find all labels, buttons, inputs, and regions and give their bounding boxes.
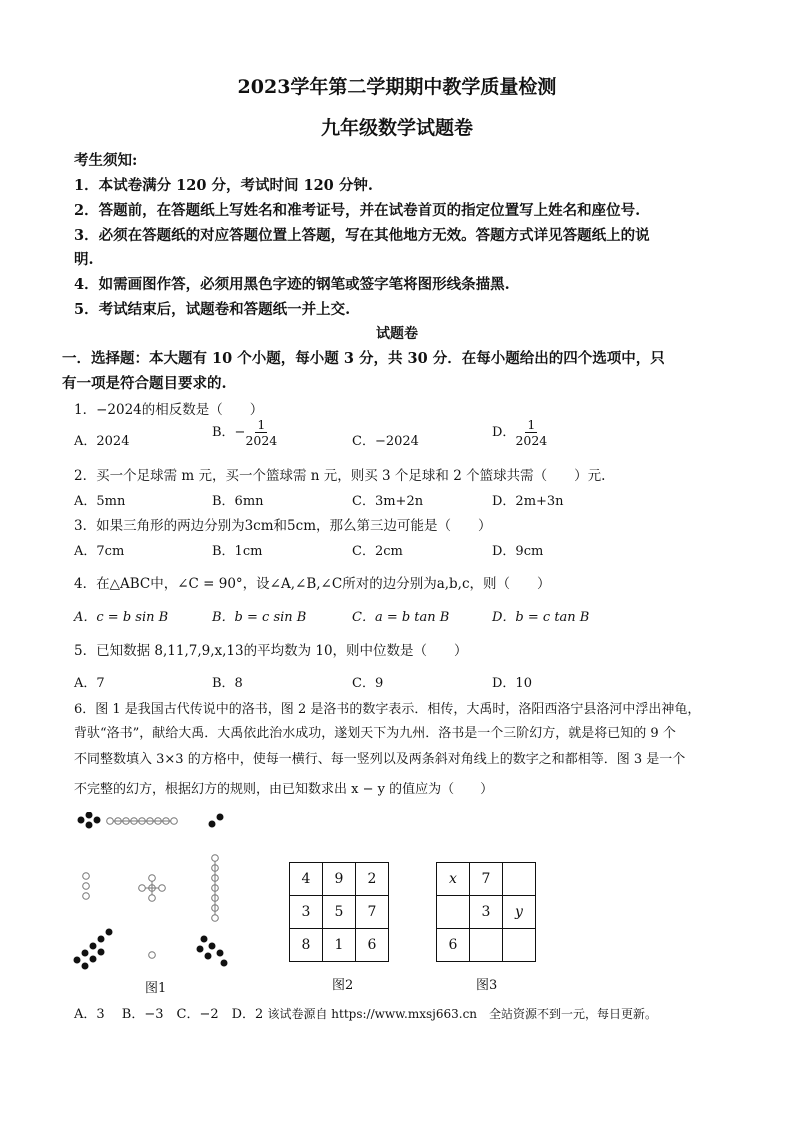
q4-stem: 4．在△ABC中，∠C = 90°，设∠A,∠B,∠C所对的边分别为a,b,c，则（ ） [74, 576, 551, 592]
grid-cell: 5 [323, 896, 356, 929]
grid-cell: 4 [290, 863, 323, 896]
q3-option-c: C．2cm [352, 544, 403, 559]
q6-stem-line: 不完整的幻方，根据幻方的规则，由已知数求出 x − y 的值应为（ ） [74, 782, 494, 797]
fraction: $\frac{1}{2024}$ [515, 417, 548, 448]
q3-option-d: D．9cm [492, 544, 544, 559]
section-label: 试题卷 [376, 326, 418, 342]
grid-cell: y [503, 896, 536, 929]
source-watermark: 该试卷源自 https://www.mxsj663.cn 全站资源不到一元，每日更新。 [267, 1007, 658, 1021]
notice-item: 3．必须在答题纸的对应答题位置上答题，写在其他地方无效。答题方式详见答题纸上的说 [74, 227, 650, 244]
grid-cell: 8 [290, 929, 323, 962]
grid-cell [503, 929, 536, 962]
q1-option-d: D． $\frac{1}{2024}$ [492, 417, 548, 448]
q5-option-d: D．10 [492, 676, 532, 691]
q5-stem: 5．已知数据 8,11,7,9,x,13的平均数为 10，则中位数是（ ） [74, 643, 468, 659]
notice-item: 5．考试结束后，试题卷和答题纸一并上交. [74, 301, 351, 318]
notice-item: 2．答题前，在答题纸上写姓名和准考证号，并在试卷首页的指定位置写上姓名和座位号. [74, 202, 641, 219]
grid-cell: 7 [356, 896, 389, 929]
magic-square-incomplete [436, 862, 536, 962]
exam-title: 2023学年第二学期期中教学质量检测 [237, 76, 557, 98]
q1-option-a: A．2024 [74, 434, 130, 449]
part1-heading: 一．选择题：本大题有 10 个小题，每小题 3 分，共 30 分．在每小题给出的四个选项中，只 [62, 350, 665, 367]
q2-stem: 2．买一个足球需 m 元，买一个篮球需 n 元，则买 3 个足球和 2 个篮球共需（ ）元. [74, 468, 606, 484]
q5-option-a: A．7 [74, 676, 105, 691]
q2-option-c: C．3m+2n [352, 494, 424, 509]
notice-heading: 考生须知: [74, 152, 138, 169]
notice-item: 4．如需画图作答，必须用黑色字迹的钢笔或签字笔将图形线条描黑. [74, 276, 510, 293]
q6-stem-line: 不同整数填入 3×3 的方格中，使每一横行、每一竖列以及两条斜对角线上的数字之和都相等．图 3 是一个 [74, 752, 686, 767]
fig1-caption: 图1 [145, 981, 167, 996]
q5-option-b: B．8 [212, 676, 243, 691]
q3-stem: 3．如果三角形的两边分别为3cm和5cm，那么第三边可能是（ ） [74, 518, 492, 534]
grid-cell: 3 [290, 896, 323, 929]
q1-option-b: B．− $\frac{1}{2024}$ [212, 417, 278, 448]
part1-heading-cont: 有一项是符合题目要求的. [62, 375, 227, 392]
q3-option-a: A．7cm [74, 544, 125, 559]
grid-cell: 2 [356, 863, 389, 896]
grid-cell: 3 [470, 896, 503, 929]
grid-cell: 6 [437, 929, 470, 962]
q1-stem: 1．−2024的相反数是（ ） [74, 402, 264, 418]
q6-options [74, 1003, 657, 1022]
q6-stem-line: 6．图 1 是我国古代传说中的洛书，图 2 是洛书的数字表示．相传，大禹时，洛阳西洛宁县洛河中浮出神龟， [74, 702, 701, 717]
q4-option-b: B．b = c sin B [212, 610, 307, 625]
q4-option-c: C．a = b tan B [352, 610, 450, 625]
q5-option-c: C．9 [352, 676, 384, 691]
grid-cell [503, 863, 536, 896]
q2-option-d: D．2m+3n [492, 494, 564, 509]
magic-square-complete [289, 862, 389, 962]
grid-cell: 6 [356, 929, 389, 962]
grid-cell: 9 [323, 863, 356, 896]
q2-option-a: A．5mn [74, 494, 126, 509]
q2-option-b: B．6mn [212, 494, 264, 509]
notice-item: 1．本试卷满分 120 分，考试时间 120 分钟. [74, 177, 373, 194]
fig3-caption: 图3 [476, 978, 498, 993]
q6-stem-line: 背驮“洛书”，献给大禹．大禹依此治水成功，遂划天下为九州．洛书是一个三阶幻方，就是将已知的 9 个 [74, 726, 676, 741]
q3-option-b: B．1cm [212, 544, 263, 559]
grid-cell: 7 [470, 863, 503, 896]
fig2-caption: 图2 [332, 978, 354, 993]
fraction: $\frac{1}{2024}$ [245, 417, 278, 448]
q6-options-text: A．3 B．−3 C．−2 D．2 [74, 1007, 264, 1022]
notice-item: 明. [74, 251, 94, 268]
grid-cell: 1 [323, 929, 356, 962]
grid-cell: x [437, 863, 470, 896]
luoshu-figure [72, 812, 234, 970]
q1-option-c: C．−2024 [352, 434, 419, 449]
grid-cell [437, 896, 470, 929]
q4-option-a: A．c = b sin B [74, 610, 169, 625]
q4-option-d: D．b = c tan B [492, 610, 590, 625]
grid-cell [470, 929, 503, 962]
exam-subtitle: 九年级数学试题卷 [320, 117, 473, 139]
